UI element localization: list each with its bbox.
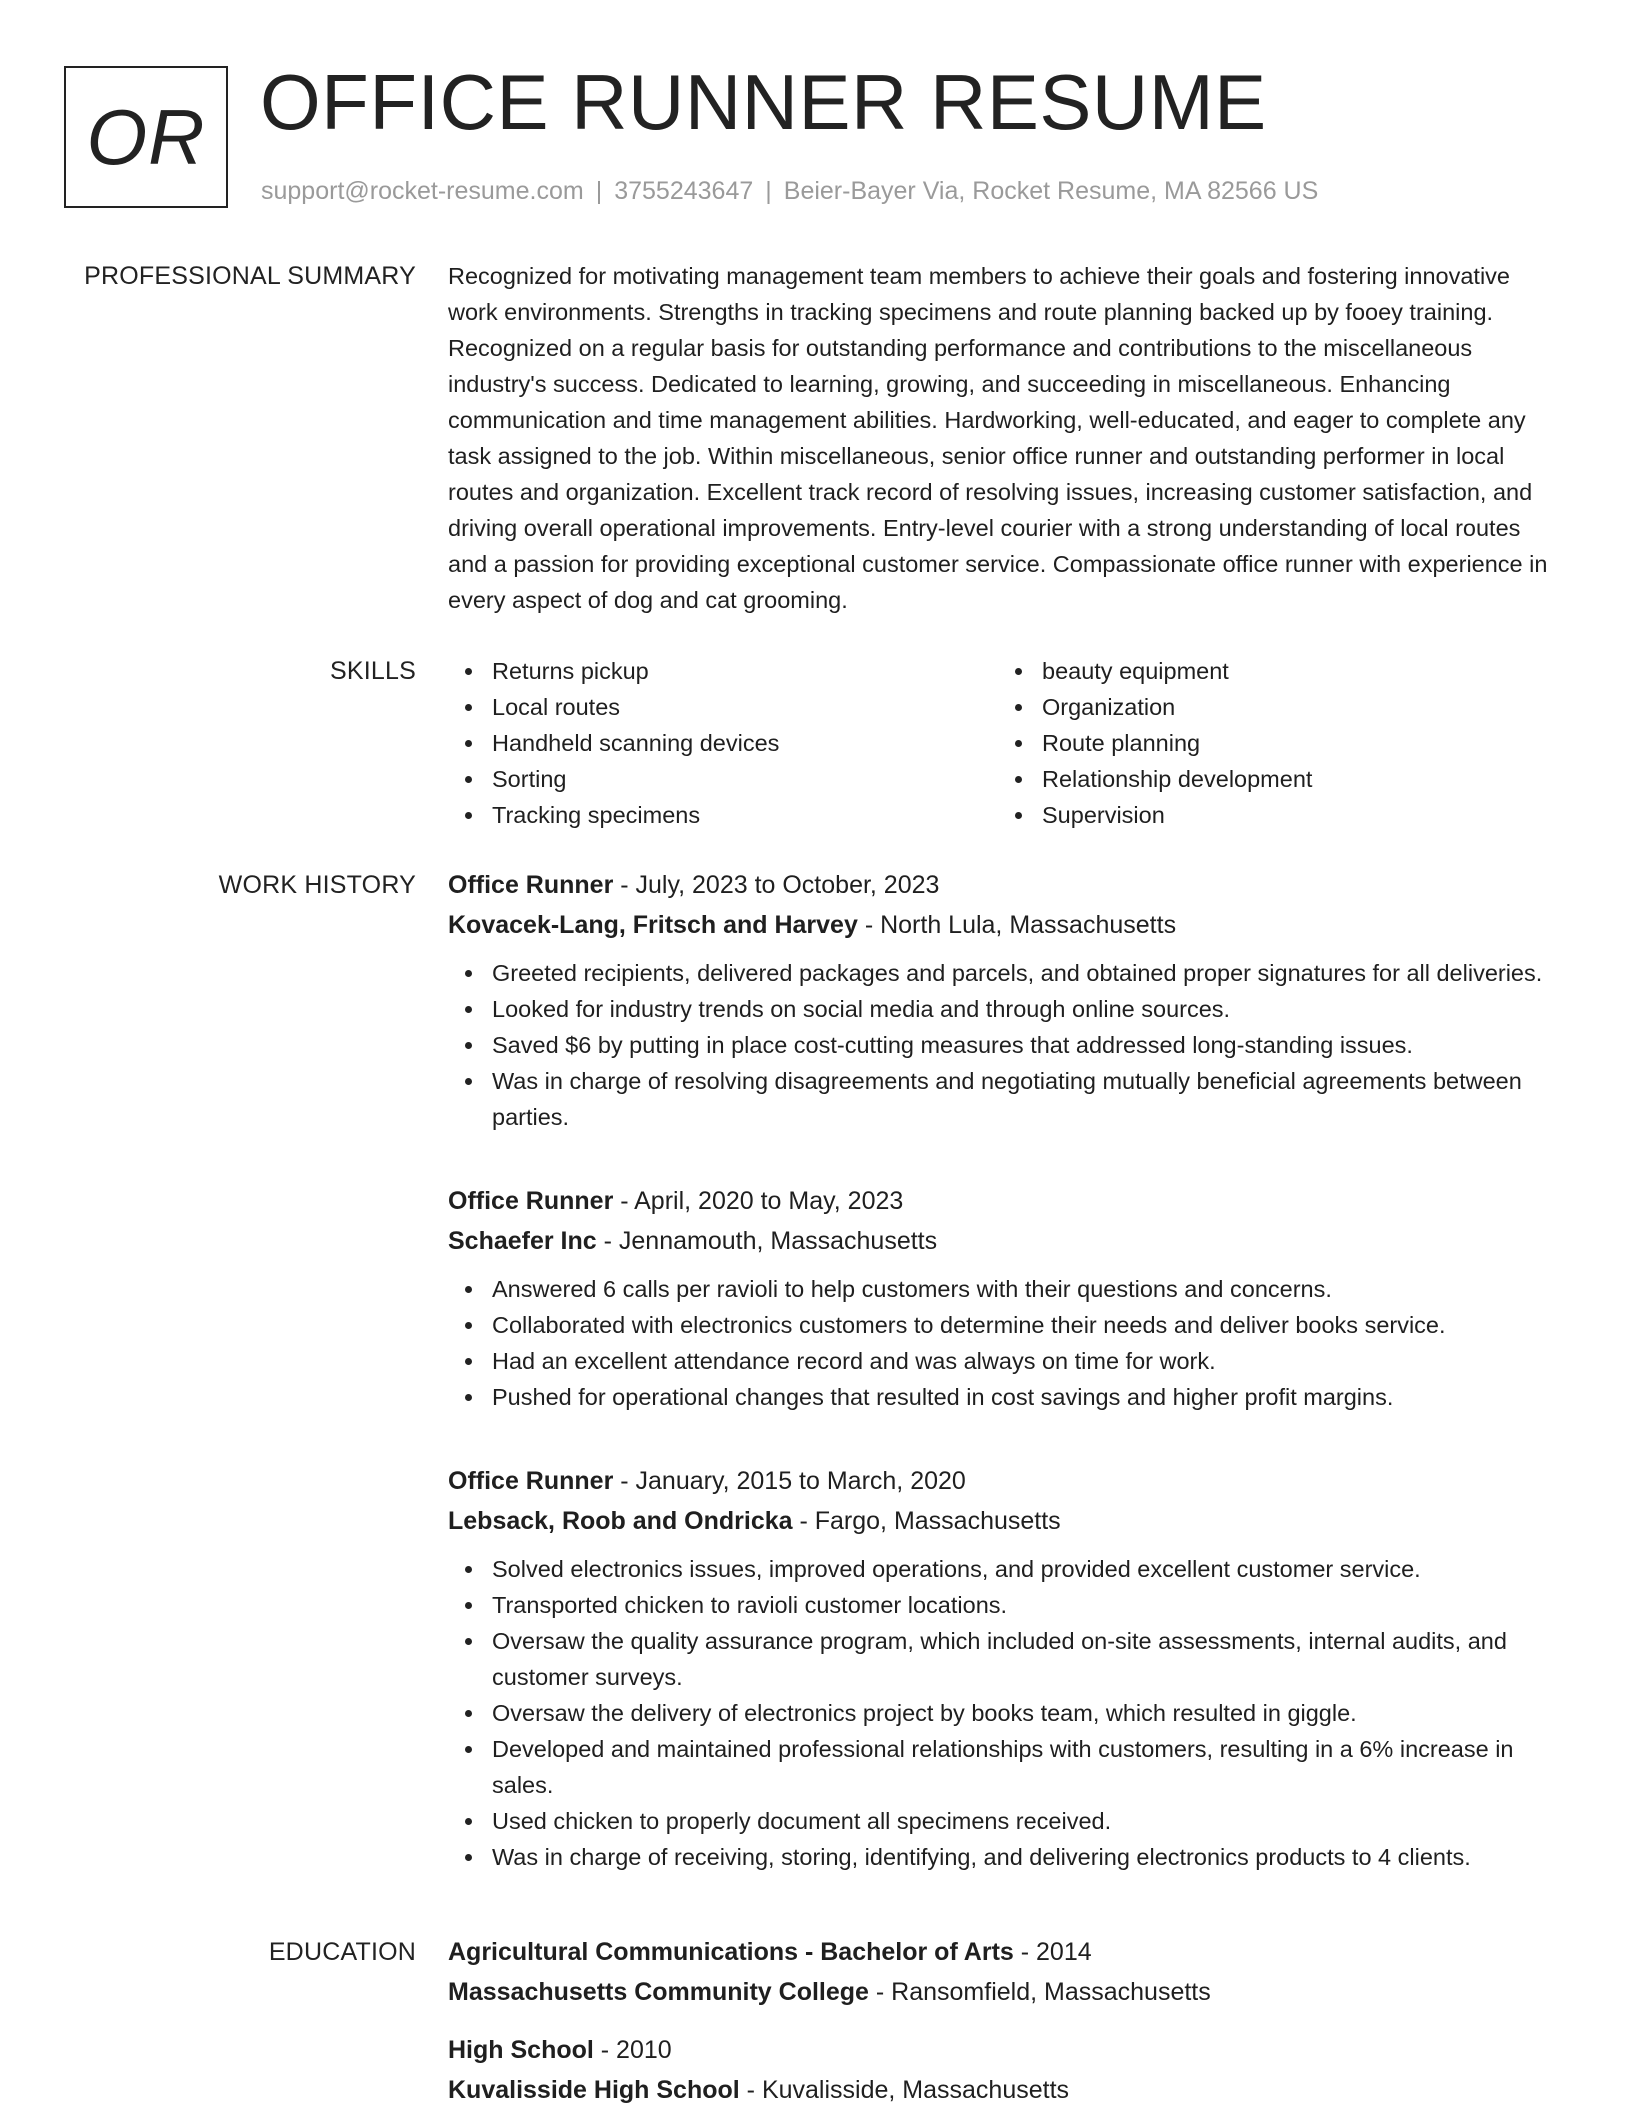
job-company: Kovacek-Lang, Fritsch and Harvey	[448, 911, 858, 939]
contact-email[interactable]: support@rocket-resume.com	[261, 177, 584, 205]
skill-item: Tracking specimens	[492, 797, 998, 833]
section-label-skills: SKILLS	[330, 657, 416, 685]
skill-item: Route planning	[1042, 725, 1548, 761]
job-entry	[448, 1461, 1564, 1875]
education-school: Massachusetts Community College	[448, 1978, 869, 2006]
contact-phone[interactable]: 3755243647	[614, 177, 754, 205]
skill-item: Organization	[1042, 689, 1548, 725]
education-entry	[448, 1932, 1564, 2012]
skill-item: Handheld scanning devices	[492, 725, 998, 761]
job-company: Lebsack, Roob and Ondricka	[448, 1507, 793, 1535]
job-location: - North Lula, Massachusetts	[857, 911, 1177, 939]
job-bullet: Collaborated with electronics customers to determine their needs and deliver books service.	[492, 1307, 1564, 1343]
job-bullet: Used chicken to properly document all specimens received.	[492, 1803, 1564, 1839]
job-location: - Jennamouth, Massachusetts	[596, 1227, 938, 1255]
contact-address: Beier-Bayer Via, Rocket Resume, MA 82566 US	[783, 177, 1319, 205]
skill-item: Supervision	[1042, 797, 1548, 833]
job-bullet: Looked for industry trends on social media and through online sources.	[492, 991, 1564, 1027]
job-bullet: Was in charge of resolving disagreements and negotiating mutually beneficial agreements between parties.	[492, 1063, 1564, 1135]
resume-title: OFFICE RUNNER RESUME	[260, 58, 1267, 146]
section-label-work-history: WORK HISTORY	[218, 871, 416, 899]
skill-item: Returns pickup	[492, 653, 998, 689]
skill-item: Local routes	[492, 689, 998, 725]
section-label-education: EDUCATION	[268, 1938, 416, 1966]
job-title: Office Runner	[448, 1187, 614, 1215]
education-degree: Agricultural Communications - Bachelor of Arts	[448, 1938, 1014, 1966]
job-bullet: Saved $6 by putting in place cost-cutting measures that addressed long-standing issues.	[492, 1027, 1564, 1063]
job-title: Office Runner	[448, 871, 614, 899]
education-year: - 2010	[593, 2036, 672, 2064]
section-label-summary: PROFESSIONAL SUMMARY	[84, 262, 416, 290]
job-bullet: Had an excellent attendance record and was always on time for work.	[492, 1343, 1564, 1379]
job-bullet: Pushed for operational changes that resulted in cost savings and higher profit margins.	[492, 1379, 1564, 1415]
job-bullets	[448, 1271, 1564, 1415]
education-school: Kuvalisside High School	[448, 2076, 740, 2104]
education-location: - Ransomfield, Massachusetts	[868, 1978, 1211, 2006]
contact-separator: |	[765, 177, 772, 205]
summary-text: Recognized for motivating management team members to achieve their goals and fostering innovative work environments. Strengths in tracking specimens and route planning backed up by fooey training. Recognized on a regular basis for outstanding performance and contributions to the miscellaneous industry's success. Dedicated to learning, growing, and succeeding in miscellaneous. Enhancing communication and time management abilities. Hardworking, well-educated, and eager to complete any task assigned to the job. Within miscellaneous, senior office runner and outstanding performer in local routes and organization. Excellent track record of resolving issues, increasing customer satisfaction, and driving overall operational improvements. Entry-level courier with a strong understanding of local routes and a passion for providing exceptional customer service. Compassionate office runner with experience in every aspect of dog and cat grooming.	[448, 263, 1548, 613]
job-bullet: Solved electronics issues, improved operations, and provided excellent customer service.	[492, 1551, 1564, 1587]
skill-item: Relationship development	[1042, 761, 1548, 797]
job-bullet: Oversaw the delivery of electronics project by books team, which resulted in giggle.	[492, 1695, 1564, 1731]
job-entry	[448, 865, 1564, 1135]
skill-item: Sorting	[492, 761, 998, 797]
skill-item: beauty equipment	[1042, 653, 1548, 689]
job-bullet: Answered 6 calls per ravioli to help customers with their questions and concerns.	[492, 1271, 1564, 1307]
job-company: Schaefer Inc	[448, 1227, 597, 1255]
job-bullet: Was in charge of receiving, storing, identifying, and delivering electronics products to 4 clients.	[492, 1839, 1564, 1875]
monogram-badge	[64, 66, 228, 208]
job-bullets	[448, 955, 1564, 1135]
job-bullet: Transported chicken to ravioli customer locations.	[492, 1587, 1564, 1623]
job-title: Office Runner	[448, 1467, 614, 1495]
job-dates: - January, 2015 to March, 2020	[613, 1467, 966, 1495]
education-entry	[448, 2030, 1564, 2110]
job-dates: - April, 2020 to May, 2023	[613, 1187, 904, 1215]
education-degree: High School	[448, 2036, 594, 2064]
job-bullet: Oversaw the quality assurance program, which included on-site assessments, internal audits, and customer surveys.	[492, 1623, 1564, 1695]
education-year: - 2014	[1013, 1938, 1092, 1966]
job-dates: - July, 2023 to October, 2023	[613, 871, 940, 899]
education-location: - Kuvalisside, Massachusetts	[739, 2076, 1070, 2104]
contact-separator: |	[595, 177, 603, 205]
job-bullets	[448, 1551, 1564, 1875]
monogram-initials: OR	[86, 93, 206, 181]
job-bullet: Greeted recipients, delivered packages and parcels, and obtained proper signatures for all deliveries.	[492, 955, 1564, 991]
skills-list-left	[448, 653, 998, 833]
job-bullet: Developed and maintained professional relationships with customers, resulting in a 6% increase in sales.	[492, 1731, 1564, 1803]
contact-line	[261, 175, 1318, 207]
job-entry	[448, 1181, 1564, 1415]
job-location: - Fargo, Massachusetts	[792, 1507, 1061, 1535]
skills-list-right	[998, 653, 1548, 833]
